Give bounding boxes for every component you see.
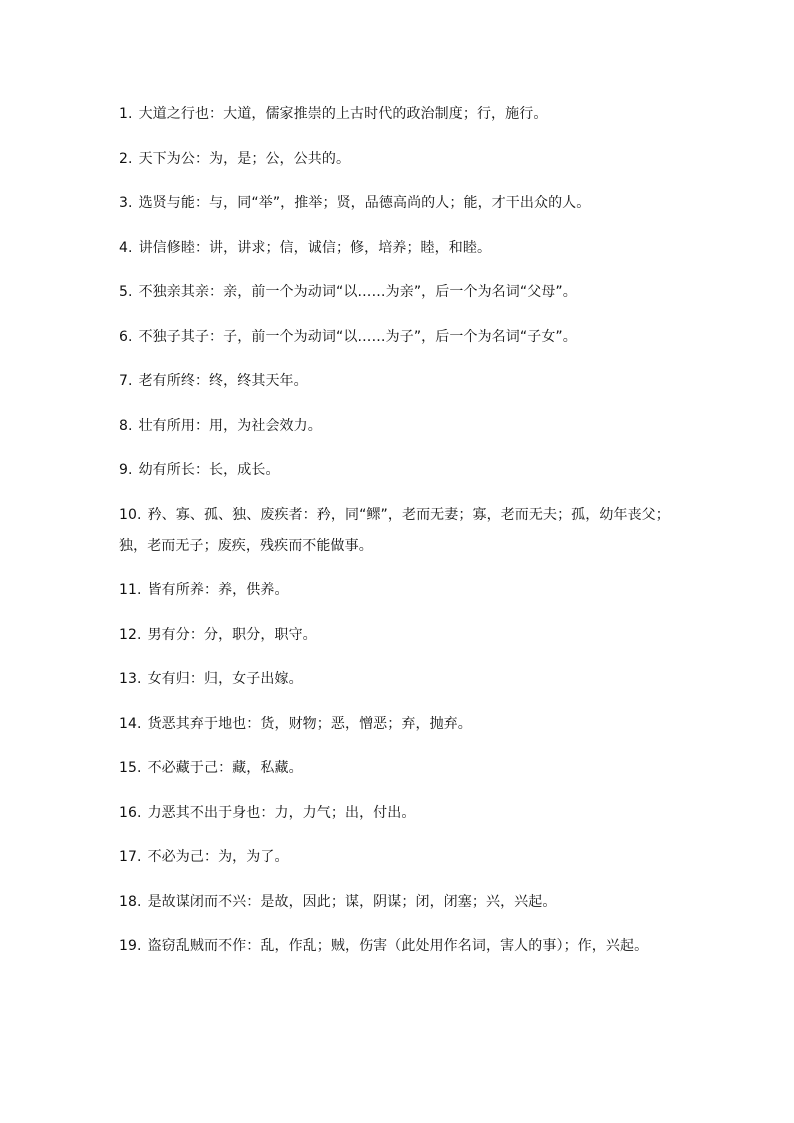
list-item [119, 798, 675, 829]
item-number: 18. [119, 893, 142, 910]
item-number: 3. [119, 195, 133, 211]
item-number: 15. [119, 760, 142, 776]
list-item [119, 322, 675, 353]
list-item [119, 842, 675, 873]
item-text: 讲信修睦：讲，讲求；信，诚信；修，培养；睦，和睦。 [138, 239, 492, 256]
list-item [119, 366, 675, 397]
item-text: 男有分：分，职分，职守。 [147, 626, 317, 643]
item-number: 17. [119, 849, 142, 865]
item-number: 1. [119, 106, 133, 122]
item-text: 女有归：归，女子出嫁。 [147, 671, 303, 687]
item-number: 19. [119, 938, 142, 954]
item-text: 幼有所长：长，成长。 [138, 462, 280, 478]
list-item [119, 144, 675, 175]
list-item [119, 233, 675, 264]
item-text: 大道之行也：大道，儒家推崇的上古时代的政治制度；行，施行。 [138, 106, 548, 122]
item-text: 不独亲其亲：亲，前一个为动词“以……为亲”，后一个为名词“父母”。 [138, 284, 577, 300]
list-item [119, 753, 675, 784]
list-item [119, 575, 675, 606]
list-item [119, 887, 675, 918]
list-item [119, 99, 675, 130]
item-text: 货恶其弃于地也：货，财物；恶，憎恶；弃，抛弃。 [147, 715, 472, 732]
item-number: 14. [119, 715, 142, 732]
item-number: 5. [119, 284, 133, 300]
item-text: 皆有所养：养，供养。 [147, 582, 289, 598]
item-number: 11. [119, 582, 142, 598]
item-text: 是故谋闭而不兴：是故，因此；谋，阴谋；闭，闭塞；兴，兴起。 [147, 893, 557, 910]
item-text: 力恶其不出于身也：力，力气；出，付出。 [147, 804, 416, 821]
item-number: 4. [119, 239, 133, 256]
list-item [119, 455, 675, 486]
list-item [119, 931, 675, 962]
list-item [119, 277, 675, 308]
item-number: 6. [119, 328, 133, 345]
item-text: 天下为公：为，是；公，公共的。 [138, 150, 351, 167]
list-item [119, 411, 675, 442]
item-number: 7. [119, 373, 133, 389]
annotation-list [119, 99, 675, 976]
item-text: 不必藏于己：藏，私藏。 [147, 760, 303, 776]
item-text: 选贤与能：与，同“举”，推举；贤，品德高尚的人；能，才干出众的人。 [138, 195, 591, 211]
item-number: 13. [119, 671, 142, 687]
item-text: 壮有所用：用，为社会效力。 [138, 417, 322, 434]
list-item [119, 500, 675, 562]
list-item [119, 620, 675, 651]
item-number: 8. [119, 417, 133, 434]
item-text: 不独子其子：子，前一个为动词“以……为子”，后一个为名词“子女”。 [138, 328, 577, 345]
item-number: 2. [119, 150, 133, 167]
item-number: 10. [119, 506, 142, 523]
item-number: 16. [119, 804, 142, 821]
item-text: 不必为己：为，为了。 [147, 849, 289, 865]
list-item [119, 188, 675, 219]
list-item [119, 664, 675, 695]
item-number: 9. [119, 462, 133, 478]
item-text: 老有所终：终，终其天年。 [138, 373, 308, 389]
list-item [119, 709, 675, 740]
item-text: 盗窃乱贼而不作：乱，作乱；贼，伤害（此处用作名词，害人的事）；作，兴起。 [147, 938, 649, 954]
item-number: 12. [119, 626, 142, 643]
item-text: 矜、寡、孤、独、废疾者：矜，同“鳏”，老而无妻；寡，老而无夫；孤，幼年丧父；独，老而无子；废疾，残疾而不能做事。 [119, 506, 670, 554]
